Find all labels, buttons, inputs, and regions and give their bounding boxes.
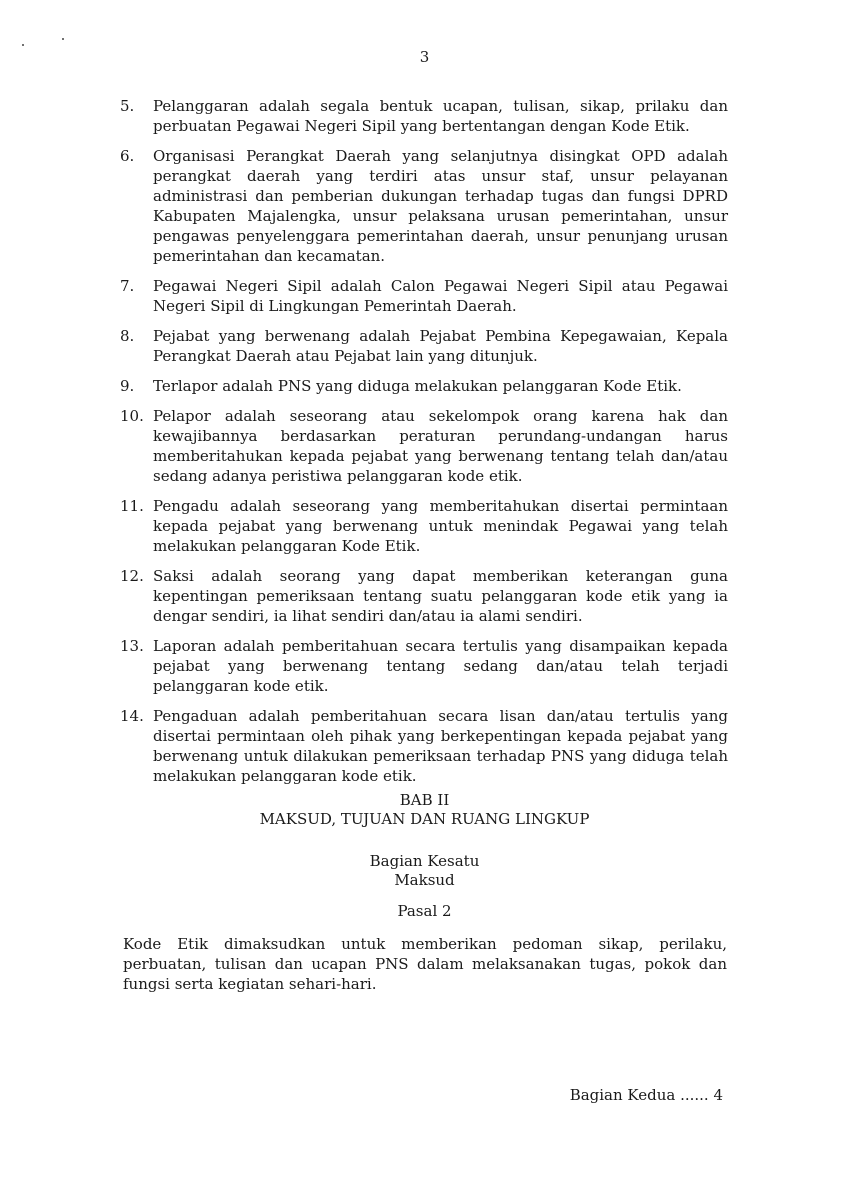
- definition-item: [120, 96, 728, 136]
- definition-number: 8.: [120, 327, 135, 345]
- definitions-list: [120, 96, 728, 796]
- scan-speck: [62, 38, 64, 40]
- section-heading: [0, 852, 849, 890]
- definition-text: Pengadu adalah seseorang yang memberitahukan disertai permintaan kepada pejabat yang berwenang untuk menindak Pegawai yang telah melakukan pelanggaran Kode Etik.: [153, 497, 728, 555]
- definition-item: [120, 276, 728, 316]
- definition-number: 5.: [120, 97, 135, 115]
- definition-text: Laporan adalah pemberitahuan secara tertulis yang disampaikan kepada pejabat yang berwenang tentang sedang dan/atau telah terjadi pelanggaran kode etik.: [153, 637, 728, 695]
- definition-item: [120, 146, 728, 266]
- definition-number: 13.: [120, 637, 144, 655]
- definition-item: [120, 636, 728, 696]
- definition-text: Pengaduan adalah pemberitahuan secara lisan dan/atau tertulis yang disertai permintaan oleh pihak yang berkepentingan kepada pejabat yang berwenang untuk dilakukan pemeriksaan terhadap PNS yang diduga telah melakukan pelanggaran kode etik.: [153, 707, 728, 785]
- definition-text: Saksi adalah seorang yang dapat memberikan keterangan guna kepentingan pemeriksaan tentang suatu pelanggaran kode etik yang ia dengar sendiri, ia lihat sendiri dan/atau ia alami sendiri.: [153, 567, 728, 625]
- page-number: 3: [419, 48, 430, 66]
- definition-number: 14.: [120, 707, 144, 725]
- definition-text: Pelanggaran adalah segala bentuk ucapan, tulisan, sikap, prilaku dan perbuatan Pegawai Negeri Sipil yang bertentangan dengan Kode Etik.: [153, 97, 728, 135]
- definition-number: 9.: [120, 377, 135, 395]
- definition-text: Organisasi Perangkat Daerah yang selanjutnya disingkat OPD adalah perangkat daerah yang terdiri atas unsur staf, unsur pelayanan administrasi dan pemberian dukungan terhadap tugas dan fungsi DPRD Kabupaten Majalengka, unsur pelaksana urusan pemerintahan, unsur pengawas penyelenggara pemerintahan daerah, unsur penunjang urusan pemerintahan dan kecamatan.: [153, 147, 728, 265]
- chapter-title: MAKSUD, TUJUAN DAN RUANG LINGKUP: [259, 810, 590, 828]
- catchword: Bagian Kedua ...... 4: [569, 1086, 723, 1104]
- definition-item: [120, 496, 728, 556]
- definition-text: Terlapor adalah PNS yang diduga melakukan pelanggaran Kode Etik.: [153, 377, 682, 395]
- section-label: Bagian Kesatu: [369, 852, 480, 870]
- definition-number: 10.: [120, 407, 144, 425]
- chapter-heading: [0, 791, 849, 829]
- definition-item: [120, 376, 728, 396]
- definition-number: 12.: [120, 567, 144, 585]
- definition-text: Pegawai Negeri Sipil adalah Calon Pegawai Negeri Sipil atau Pegawai Negeri Sipil di Lingkungan Pemerintah Daerah.: [153, 277, 728, 315]
- definition-number: 7.: [120, 277, 135, 295]
- section-title: Maksud: [394, 871, 455, 889]
- definition-number: 11.: [120, 497, 144, 515]
- definition-item: [120, 566, 728, 626]
- definition-text: Pejabat yang berwenang adalah Pejabat Pembina Kepegawaian, Kepala Perangkat Daerah atau Pejabat lain yang ditunjuk.: [153, 327, 728, 365]
- article-paragraph: Kode Etik dimaksudkan untuk memberikan pedoman sikap, perilaku, perbuatan, tulisan dan ucapan PNS dalam melaksanakan tugas, pokok dan fungsi serta kegiatan sehari-hari.: [123, 935, 727, 993]
- definition-item: [120, 326, 728, 366]
- definition-text: Pelapor adalah seseorang atau sekelompok orang karena hak dan kewajibannya berdasarkan peraturan perundang-undangan harus memberitahukan kepada pejabat yang berwenang tentang telah dan/atau sedang adanya peristiwa pelanggaran kode etik.: [153, 407, 728, 485]
- chapter-label: BAB II: [399, 791, 450, 809]
- definition-item: [120, 406, 728, 486]
- scan-speck: [22, 44, 24, 46]
- definition-item: [120, 706, 728, 786]
- definition-number: 6.: [120, 147, 135, 165]
- article-heading: Pasal 2: [397, 902, 452, 920]
